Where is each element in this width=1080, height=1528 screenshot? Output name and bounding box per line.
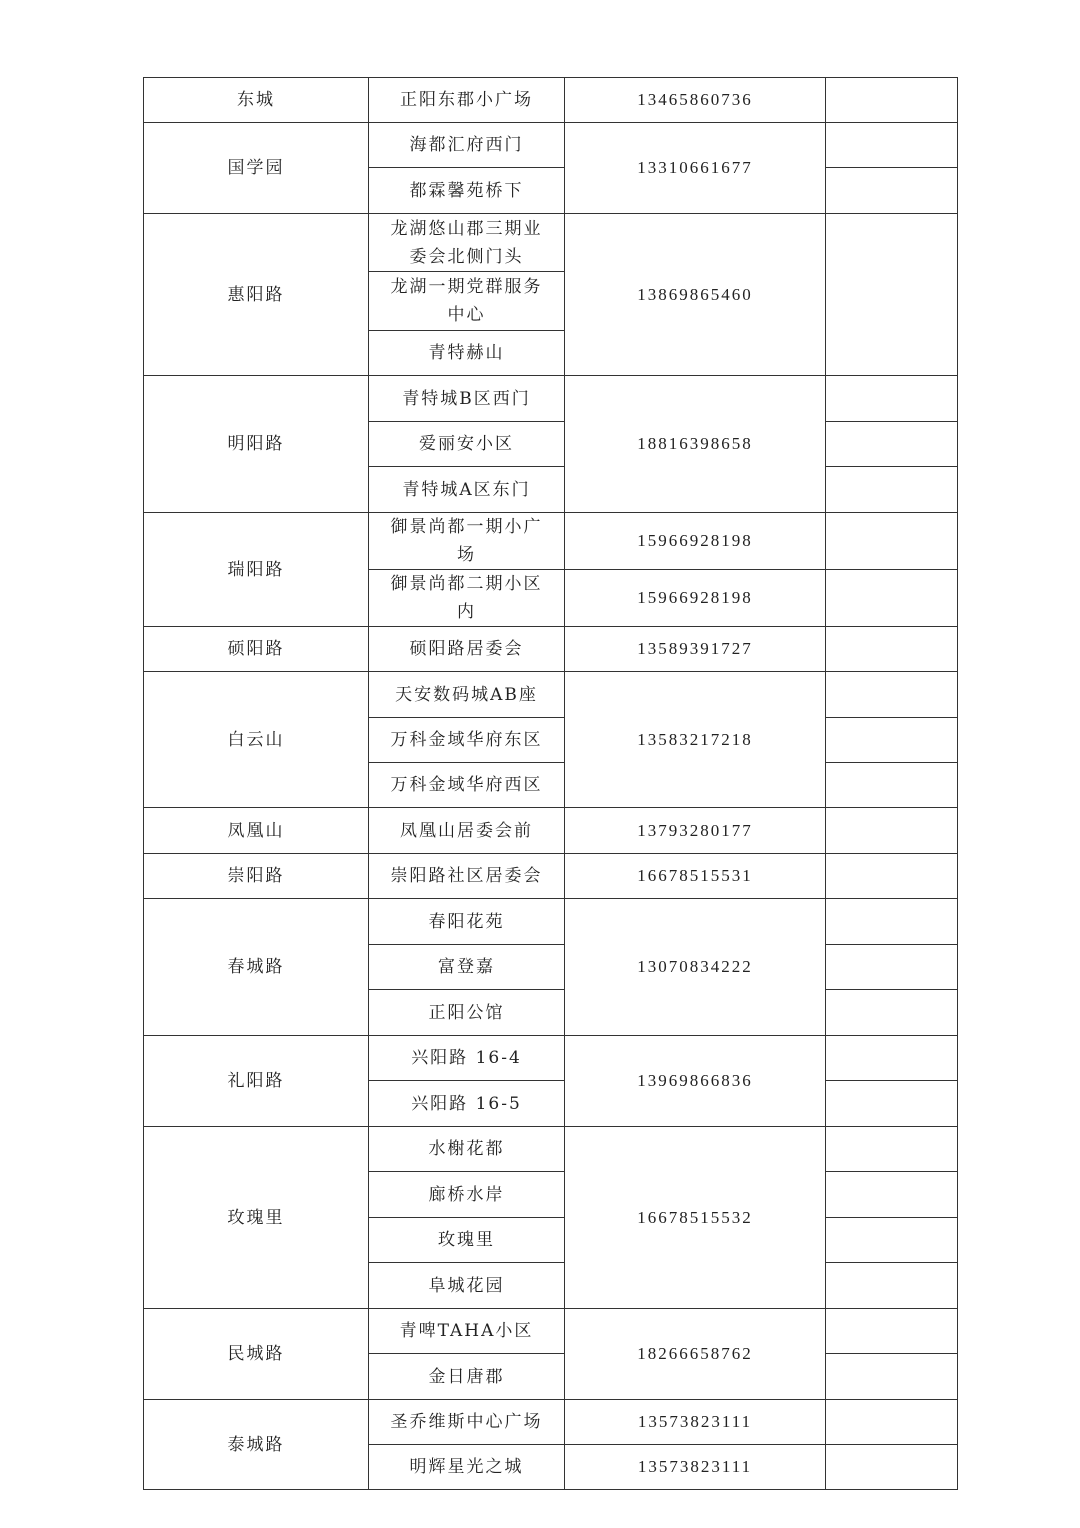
location-cell: 金日唐郡 — [369, 1354, 565, 1400]
phone-cell: 13869865460 — [565, 214, 826, 376]
area-cell: 礼阳路 — [144, 1036, 369, 1127]
area-cell: 惠阳路 — [144, 214, 369, 376]
location-cell: 万科金域华府东区 — [369, 718, 565, 763]
table-row — [144, 899, 958, 945]
table-row — [144, 78, 958, 123]
note-cell — [826, 990, 958, 1036]
note-cell — [826, 1263, 958, 1309]
phone-cell: 13070834222 — [565, 899, 826, 1036]
note-cell — [826, 1354, 958, 1400]
area-cell: 民城路 — [144, 1309, 369, 1400]
note-cell — [826, 1400, 958, 1445]
location-cell: 玫瑰里 — [369, 1218, 565, 1263]
table-row — [144, 808, 958, 854]
location-cell: 海都汇府西门 — [369, 123, 565, 168]
location-cell: 圣乔维斯中心广场 — [369, 1400, 565, 1445]
location-cell: 水榭花都 — [369, 1127, 565, 1172]
phone-cell: 15966928198 — [565, 513, 826, 570]
note-cell — [826, 854, 958, 899]
location-cell: 御景尚都二期小区内 — [369, 570, 565, 627]
location-cell: 青啤TAHA小区 — [369, 1309, 565, 1354]
area-cell: 春城路 — [144, 899, 369, 1036]
table-row — [144, 376, 958, 422]
location-cell: 青特城B区西门 — [369, 376, 565, 422]
table-row — [144, 123, 958, 168]
phone-cell: 13969866836 — [565, 1036, 826, 1127]
area-cell: 白云山 — [144, 672, 369, 808]
table-row — [144, 1036, 958, 1081]
note-cell — [826, 1081, 958, 1127]
note-cell — [826, 763, 958, 808]
note-cell — [826, 214, 958, 376]
note-cell — [826, 513, 958, 570]
location-cell: 明辉星光之城 — [369, 1445, 565, 1490]
phone-cell: 13573823111 — [565, 1445, 826, 1490]
location-cell: 崇阳路社区居委会 — [369, 854, 565, 899]
location-cell: 春阳花苑 — [369, 899, 565, 945]
location-cell: 富登嘉 — [369, 945, 565, 990]
phone-cell: 13573823111 — [565, 1400, 826, 1445]
note-cell — [826, 1445, 958, 1490]
note-cell — [826, 376, 958, 422]
location-cell: 兴阳路 16-5 — [369, 1081, 565, 1127]
table-row — [144, 627, 958, 672]
note-cell — [826, 422, 958, 467]
phone-cell: 13589391727 — [565, 627, 826, 672]
note-cell — [826, 1127, 958, 1172]
location-cell: 阜城花园 — [369, 1263, 565, 1309]
table-row — [144, 214, 958, 272]
phone-cell: 13793280177 — [565, 808, 826, 854]
area-cell: 硕阳路 — [144, 627, 369, 672]
area-cell: 玫瑰里 — [144, 1127, 369, 1309]
area-cell: 明阳路 — [144, 376, 369, 513]
note-cell — [826, 168, 958, 214]
note-cell — [826, 718, 958, 763]
note-cell — [826, 1036, 958, 1081]
location-cell: 凤凰山居委会前 — [369, 808, 565, 854]
area-cell: 凤凰山 — [144, 808, 369, 854]
area-cell: 国学园 — [144, 123, 369, 214]
table-row — [144, 672, 958, 718]
note-cell — [826, 1309, 958, 1354]
note-cell — [826, 1218, 958, 1263]
note-cell — [826, 627, 958, 672]
location-cell: 兴阳路 16-4 — [369, 1036, 565, 1081]
table-row — [144, 1127, 958, 1172]
note-cell — [826, 945, 958, 990]
note-cell — [826, 808, 958, 854]
phone-cell: 16678515532 — [565, 1127, 826, 1309]
note-cell — [826, 467, 958, 513]
table-row — [144, 854, 958, 899]
table-row — [144, 1309, 958, 1354]
note-cell — [826, 78, 958, 123]
note-cell — [826, 1172, 958, 1218]
location-cell: 爱丽安小区 — [369, 422, 565, 467]
note-cell — [826, 123, 958, 168]
location-cell: 万科金域华府西区 — [369, 763, 565, 808]
area-cell: 东城 — [144, 78, 369, 123]
location-cell: 正阳东郡小广场 — [369, 78, 565, 123]
contact-table — [143, 77, 958, 1490]
phone-cell: 15966928198 — [565, 570, 826, 627]
location-cell: 都霖馨苑桥下 — [369, 168, 565, 214]
area-cell: 崇阳路 — [144, 854, 369, 899]
note-cell — [826, 672, 958, 718]
location-cell: 廊桥水岸 — [369, 1172, 565, 1218]
location-cell: 龙湖一期党群服务中心 — [369, 272, 565, 331]
area-cell: 瑞阳路 — [144, 513, 369, 627]
phone-cell: 18266658762 — [565, 1309, 826, 1400]
table-row — [144, 513, 958, 570]
phone-cell: 13310661677 — [565, 123, 826, 214]
table-row — [144, 1400, 958, 1445]
note-cell — [826, 899, 958, 945]
phone-cell: 16678515531 — [565, 854, 826, 899]
location-cell: 天安数码城AB座 — [369, 672, 565, 718]
phone-cell: 13583217218 — [565, 672, 826, 808]
phone-cell: 13465860736 — [565, 78, 826, 123]
location-cell: 御景尚都一期小广场 — [369, 513, 565, 570]
note-cell — [826, 570, 958, 627]
location-cell: 硕阳路居委会 — [369, 627, 565, 672]
phone-cell: 18816398658 — [565, 376, 826, 513]
location-cell: 青特城A区东门 — [369, 467, 565, 513]
location-cell: 青特赫山 — [369, 331, 565, 376]
area-cell: 泰城路 — [144, 1400, 369, 1490]
location-cell: 正阳公馆 — [369, 990, 565, 1036]
location-cell: 龙湖悠山郡三期业委会北侧门头 — [369, 214, 565, 272]
